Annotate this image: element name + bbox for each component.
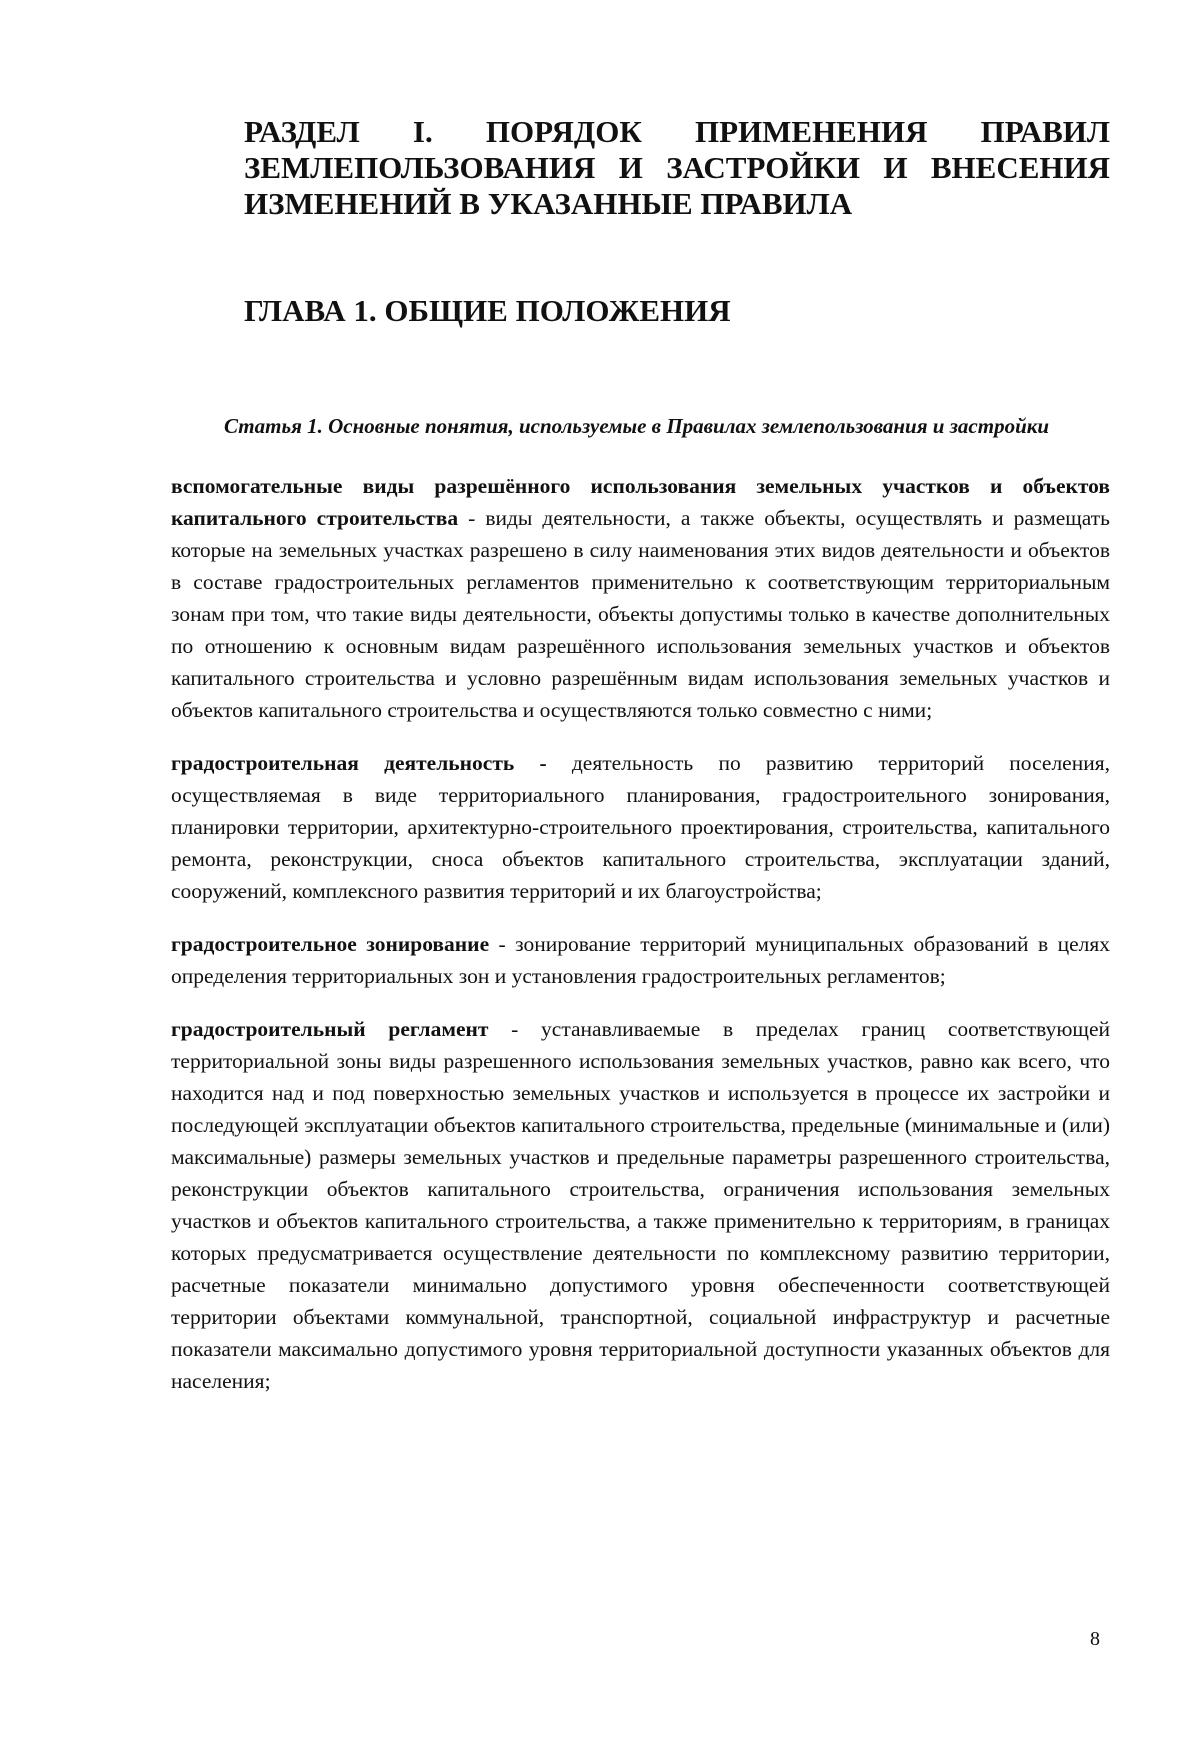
definition-paragraph	[171, 928, 1110, 992]
chapter-title: ГЛАВА 1. ОБЩИЕ ПОЛОЖЕНИЯ	[244, 293, 731, 328]
page-number: 8	[1090, 1628, 1100, 1650]
definition-text: - устанавливаемые в пределах границ соответствующей территориальной зоны виды разрешенного использования земельных участков, равно как всего, что находится над и под поверхностью земельных участков и используется в процессе их застройки и последующей эксплуатации объектов капитального строительства, предельные (минимальные и (или) максимальные) размеры земельных участков и предельные параметры разрешенного строительства, реконструкции объектов капитального строительства, ограничения использования земельных участков и объектов капитального строительства, а также применительно к территориям, в границах которых предусматривается осуществление деятельности по комплексному развитию территории, расчетные показатели минимально допустимого уровня обеспеченности соответствующей территории объектами коммунальной, транспортной, социальной инфраструктур и расчетные показатели максимально допустимого уровня территориальной доступности указанных объектов для населения;	[171, 1017, 1110, 1393]
definition-text: деятельность по развитию территорий поселения, осуществляемая в виде территориального планирования, градостроительного зонирования, планировки территории, архитектурно-строительного проектирования, строительства, капитального ремонта, реконструкции, сноса объектов капитального строительства, эксплуатации зданий, сооружений, комплексного развития территорий и их благоустройства;	[171, 751, 1110, 903]
article-title: Статья 1. Основные понятия, используемые в Правилах землепользования и застройки	[224, 414, 1050, 438]
definition-term: вспомогательные виды разрешённого использования земельных участков и объектов капитального строительства	[171, 474, 1110, 530]
definitions-list	[171, 470, 1110, 1418]
definition-paragraph	[171, 470, 1110, 726]
definition-text: - виды деятельности, а также объекты, осуществлять и размещать которые на земельных участках разрешено в силу наименования этих видов деятельности и объектов в составе градостроительных регламентов применительно к соответствующим территориальным зонам при том, что такие виды деятельности, объекты допустимы только в качестве дополнительных по отношению к основным видам разрешённого использования земельных участков и объектов капитального строительства и условно разрешённым видам использования земельных участков и объектов капитального строительства и осуществляются только совместно с ними;	[171, 506, 1110, 722]
definition-term: градостроительная деятельность -	[171, 751, 547, 775]
definition-term: градостроительный регламент	[171, 1017, 489, 1041]
definition-paragraph	[171, 747, 1110, 907]
definition-text: - зонирование территорий муниципальных образований в целях определения территориальных зон и установления градостроительных регламентов;	[171, 932, 1110, 988]
definition-paragraph	[171, 1013, 1110, 1397]
definition-term: градостроительное зонирование	[171, 932, 490, 956]
section-title: РАЗДЕЛ I. ПОРЯДОК ПРИМЕНЕНИЯ ПРАВИЛ ЗЕМЛЕПОЛЬЗОВАНИЯ И ЗАСТРОЙКИ И ВНЕСЕНИЯ ИЗМЕНЕНИЙ В УКАЗАННЫЕ ПРАВИЛА	[244, 114, 1110, 221]
